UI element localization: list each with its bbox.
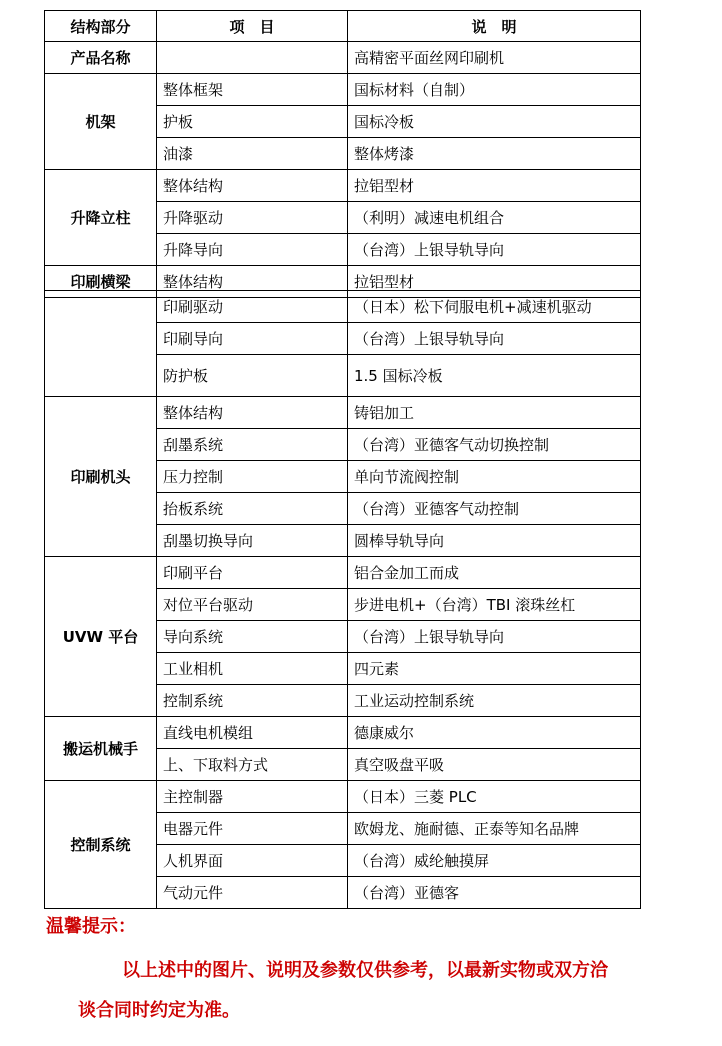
notice-title: 温馨提示： xyxy=(46,916,136,937)
desc-cell: 真空吸盘平吸 xyxy=(348,749,641,781)
table-row xyxy=(45,291,641,323)
desc-cell: 四元素 xyxy=(348,653,641,685)
table-row xyxy=(45,74,641,106)
item-cell: 气动元件 xyxy=(157,877,348,909)
desc-cell: 欧姆龙、施耐德、正泰等知名品牌 xyxy=(348,813,641,845)
category-cell: 搬运机械手 xyxy=(45,717,157,781)
category-cell: UVW 平台 xyxy=(45,557,157,717)
item-cell: 印刷平台 xyxy=(157,557,348,589)
category-cell: 印刷横梁 xyxy=(45,266,157,298)
desc-cell: 整体烤漆 xyxy=(348,138,641,170)
category-cell: 控制系统 xyxy=(45,781,157,909)
category-cell xyxy=(45,291,157,397)
desc-cell: （台湾）亚德客气动切换控制 xyxy=(348,429,641,461)
item-cell: 工业相机 xyxy=(157,653,348,685)
item-cell: 压力控制 xyxy=(157,461,348,493)
item-cell: 升降导向 xyxy=(157,234,348,266)
desc-cell: 德康威尔 xyxy=(348,717,641,749)
desc-cell: 单向节流阀控制 xyxy=(348,461,641,493)
item-cell: 印刷导向 xyxy=(157,323,348,355)
category-cell: 机架 xyxy=(45,74,157,170)
table-row xyxy=(45,42,641,74)
desc-cell: 1.5 国标冷板 xyxy=(348,355,641,397)
table-row xyxy=(45,557,641,589)
desc-cell: 拉铝型材 xyxy=(348,266,641,298)
notice-line-2: 谈合同时约定为准。 xyxy=(78,1000,240,1021)
desc-cell: 拉铝型材 xyxy=(348,170,641,202)
category-cell: 升降立柱 xyxy=(45,170,157,266)
desc-cell: 国标冷板 xyxy=(348,106,641,138)
header-desc: 说 明 xyxy=(348,11,641,42)
desc-cell: （日本）松下伺服电机+减速机驱动 xyxy=(348,291,641,323)
desc-cell: 圆棒导轨导向 xyxy=(348,525,641,557)
item-cell: 刮墨系统 xyxy=(157,429,348,461)
category-cell: 印刷机头 xyxy=(45,397,157,557)
spec-table-upper xyxy=(44,10,641,298)
table-row xyxy=(45,781,641,813)
table-row xyxy=(45,397,641,429)
desc-cell: （台湾）上银导轨导向 xyxy=(348,234,641,266)
item-cell: 控制系统 xyxy=(157,685,348,717)
item-cell: 上、下取料方式 xyxy=(157,749,348,781)
item-cell: 升降驱动 xyxy=(157,202,348,234)
header-part: 结构部分 xyxy=(45,11,157,42)
item-cell: 对位平台驱动 xyxy=(157,589,348,621)
desc-cell: 高精密平面丝网印刷机 xyxy=(348,42,641,74)
item-cell: 整体结构 xyxy=(157,397,348,429)
item-cell: 直线电机模组 xyxy=(157,717,348,749)
desc-cell: 铝合金加工而成 xyxy=(348,557,641,589)
item-cell: 整体结构 xyxy=(157,170,348,202)
item-cell: 导向系统 xyxy=(157,621,348,653)
desc-cell: 铸铝加工 xyxy=(348,397,641,429)
desc-cell: （台湾）上银导轨导向 xyxy=(348,323,641,355)
desc-cell: （台湾）亚德客 xyxy=(348,877,641,909)
item-cell: 刮墨切换导向 xyxy=(157,525,348,557)
table-row xyxy=(45,170,641,202)
table-row xyxy=(45,717,641,749)
item-cell: 油漆 xyxy=(157,138,348,170)
item-cell xyxy=(157,42,348,74)
header-row xyxy=(45,11,641,42)
item-cell: 抬板系统 xyxy=(157,493,348,525)
item-cell: 印刷驱动 xyxy=(157,291,348,323)
item-cell: 整体结构 xyxy=(157,266,348,298)
item-cell: 整体框架 xyxy=(157,74,348,106)
item-cell: 防护板 xyxy=(157,355,348,397)
desc-cell: （台湾）上银导轨导向 xyxy=(348,621,641,653)
desc-cell: （利明）减速电机组合 xyxy=(348,202,641,234)
desc-cell: （台湾）亚德客气动控制 xyxy=(348,493,641,525)
category-cell: 产品名称 xyxy=(45,42,157,74)
desc-cell: 国标材料（自制） xyxy=(348,74,641,106)
spec-table-lower xyxy=(44,290,641,909)
item-cell: 电器元件 xyxy=(157,813,348,845)
notice-line-1: 以上述中的图片、说明及参数仅供参考，以最新实物或双方洽 xyxy=(122,960,608,981)
item-cell: 主控制器 xyxy=(157,781,348,813)
item-cell: 护板 xyxy=(157,106,348,138)
desc-cell: 工业运动控制系统 xyxy=(348,685,641,717)
header-item: 项 目 xyxy=(157,11,348,42)
desc-cell: （台湾）威纶触摸屏 xyxy=(348,845,641,877)
item-cell: 人机界面 xyxy=(157,845,348,877)
desc-cell: 步进电机+（台湾）TBI 滚珠丝杠 xyxy=(348,589,641,621)
desc-cell: （日本）三菱 PLC xyxy=(348,781,641,813)
